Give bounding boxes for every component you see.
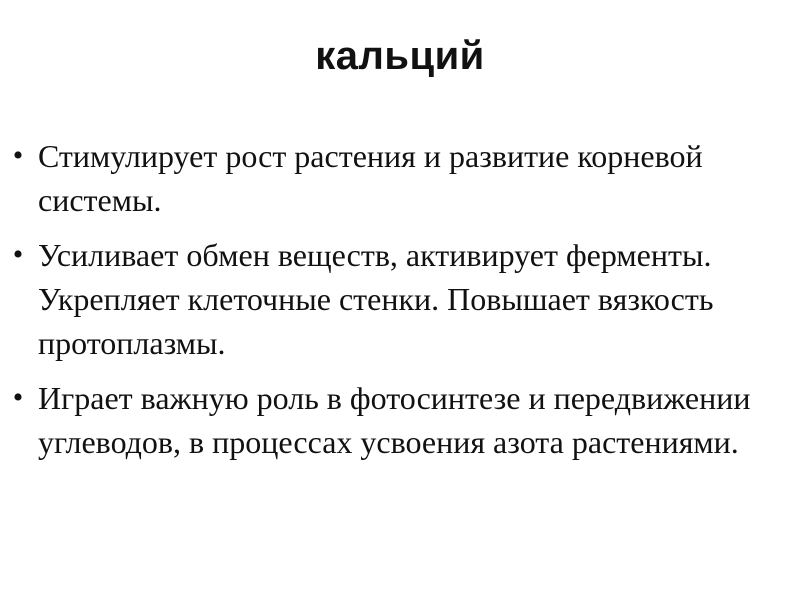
bullet-icon: • [12,381,24,414]
slide-title: кальций [315,34,485,78]
bullet-list [0,134,800,475]
bullet-icon: • [12,238,24,271]
bullet-text: Усиливает обмен веществ, активирует ферменты. Укрепляет клеточные стенки. Повышает вязкость протоплазмы. [38,237,714,361]
bullet-item [0,376,800,464]
bullet-item [0,233,800,365]
bullet-item [0,134,800,222]
bullet-text: Играет важную роль в фотосинтезе и передвижении углеводов, в процессах усвоения азота растениями. [38,380,751,460]
bullet-icon: • [12,139,24,172]
bullet-text: Стимулирует рост растения и развитие корневой системы. [38,138,703,218]
